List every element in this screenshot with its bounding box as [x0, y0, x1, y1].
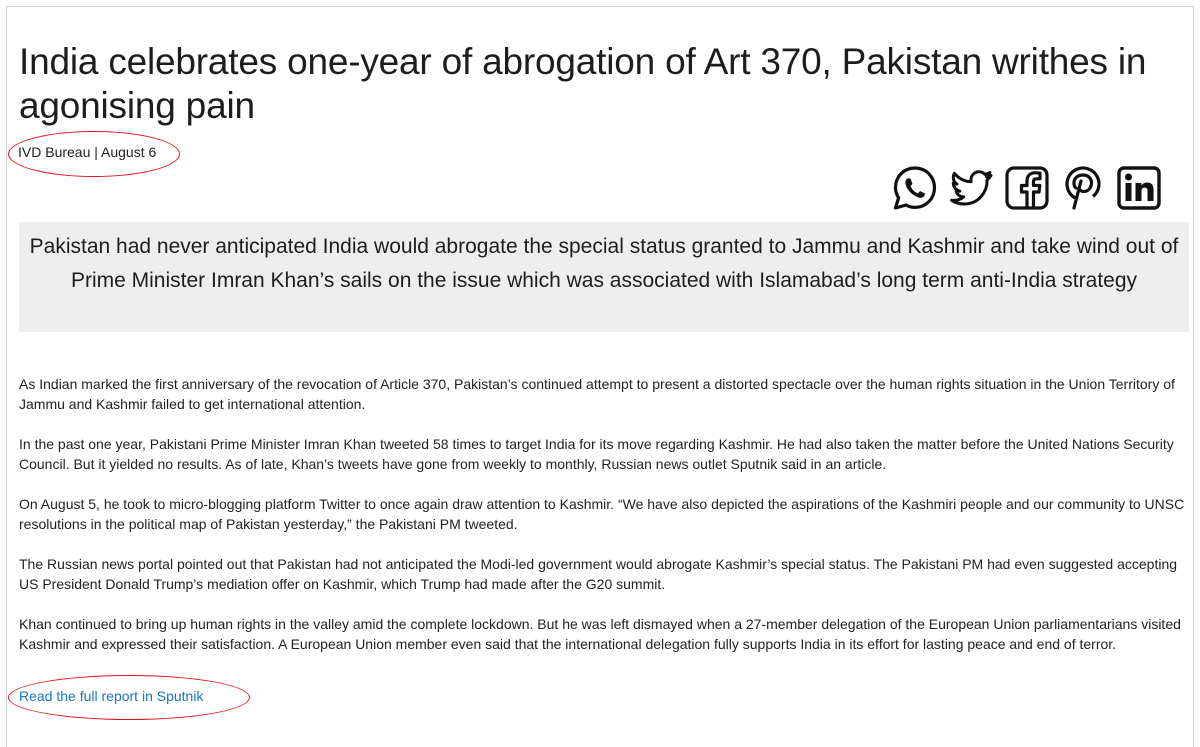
- byline: IVD Bureau | August 6: [18, 144, 157, 160]
- share-bar: [891, 163, 1163, 213]
- pinterest-share-button[interactable]: [1059, 164, 1107, 212]
- article-paragraph: The Russian news portal pointed out that Pakistan had not anticipated the Modi-led government would abrogate Kashmir’s special status. The Pakistani PM had even suggested accepting US President Donald Trump’s mediation offer on Kashmir, which Trump had made after the G20 summit.: [19, 556, 1178, 592]
- article-paragraph: Khan continued to bring up human rights in the valley amid the complete lockdown. But he was left dismayed when a 27-member delegation of the European Union parliamentarians visited Kashmir and expressed their satisfaction. A European Union member even said that the international delegation fully supports India in its effort for lasting peace and end of terror.: [19, 616, 1181, 652]
- facebook-icon: [1003, 164, 1051, 212]
- linkedin-icon: [1115, 164, 1163, 212]
- linkedin-share-button[interactable]: [1115, 164, 1163, 212]
- sputnik-report-link[interactable]: Read the full report in Sputnik: [19, 688, 204, 704]
- article-paragraph: On August 5, he took to micro-blogging platform Twitter to once again draw attention to Kashmir. “We have also depicted the aspirations of the Kashmiri people and our community to UNSC resolutions in the political map of Pakistan yesterday,” the Pakistani PM tweeted.: [19, 496, 1185, 532]
- article-paragraph: In the past one year, Pakistani Prime Minister Imran Khan tweeted 58 times to target India for its move regarding Kashmir. He had also taken the matter before the United Nations Security Council. But it yielded no results. As of late, Khan’s tweets have gone from weekly to monthly, Russian news outlet Sputnik said in an article.: [19, 436, 1174, 472]
- article-paragraph: As Indian marked the first anniversary of the revocation of Article 370, Pakistan’s continued attempt to present a distorted spectacle over the human rights situation in the Union Territory of Jammu and Kashmir failed to get international attention.: [19, 376, 1175, 412]
- twitter-share-button[interactable]: [947, 164, 995, 212]
- whatsapp-share-button[interactable]: [891, 164, 939, 212]
- twitter-icon: [947, 164, 995, 212]
- article-headline: India celebrates one-year of abrogation of Art 370, Pakistan writhes in agonising pain: [19, 41, 1147, 126]
- whatsapp-icon: [891, 164, 939, 212]
- article-standfirst: Pakistan had never anticipated India would abrogate the special status granted to Jammu and Kashmir and take wind out of Prime Minister Imran Khan’s sails on the issue which was associated with Islamabad’s long term anti-India strategy: [19, 222, 1189, 332]
- pinterest-icon: [1059, 164, 1107, 212]
- facebook-share-button[interactable]: [1003, 164, 1051, 212]
- article-body: [19, 374, 1189, 674]
